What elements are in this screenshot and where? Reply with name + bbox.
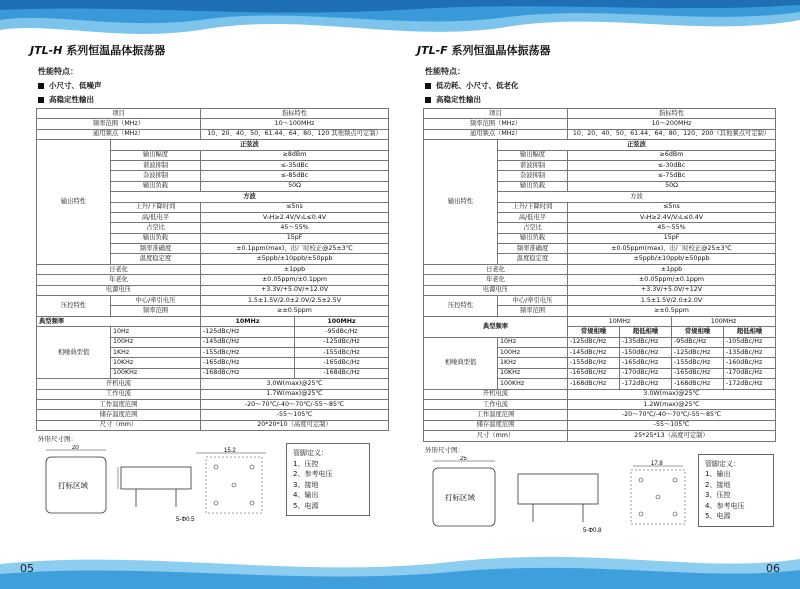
table-cell: 上升/下降时间 (498, 202, 568, 212)
table-cell: 频率范围 (111, 306, 201, 316)
table-cell: 温度稳定度 (111, 254, 201, 264)
table-cell: 尺寸（mm） (37, 420, 201, 430)
dimension-width: 20 (72, 445, 79, 452)
table-row (424, 109, 776, 119)
table-cell: 1.7W(max)@25℃ (201, 389, 389, 399)
table-cell: -145dBc/Hz (201, 337, 295, 347)
table-cell: -125dBc/Hz (568, 337, 620, 347)
dimension-pin-spacing: 15.2 (224, 448, 236, 455)
table-cell: -125dBc/Hz (201, 327, 295, 337)
table-cell: 10Hz (498, 337, 568, 347)
table-row (424, 420, 776, 430)
table-cell: -165dBc/Hz (672, 368, 724, 378)
pin-item: 2、参考电压 (293, 470, 333, 479)
table-cell: ≤-30dBc (568, 160, 776, 170)
table-cell: -135dBc/Hz (620, 337, 672, 347)
table-header: 10MHz (201, 316, 295, 326)
table-cell: 输出负载 (498, 233, 568, 243)
table-cell: -155dBc/Hz (568, 358, 620, 368)
table-cell: 输出负载 (111, 181, 201, 191)
table-cell: 3.0W(max)@25℃ (201, 379, 389, 389)
section-head: 方波 (498, 192, 776, 202)
table-row (37, 264, 389, 274)
section-head: 方波 (111, 192, 389, 202)
table-header: 10MHz (568, 316, 672, 326)
table-row (424, 264, 776, 274)
table-cell: 100KHz (498, 379, 568, 389)
table-cell: 频率范围（MHz） (37, 119, 201, 129)
table-row (424, 410, 776, 420)
right-page (417, 42, 782, 554)
table-cell: 占空比 (111, 223, 201, 233)
table-row (37, 420, 389, 430)
table-cell: -165dBc/Hz (568, 368, 620, 378)
pin-item: 4、输出 (293, 491, 319, 500)
pin-item: 5、电源 (293, 501, 319, 510)
table-cell: 温度稳定度 (498, 254, 568, 264)
feature-item (425, 94, 782, 105)
table-cell: -95dBc/Hz (672, 337, 724, 347)
marking-area-label: 打标区域 (445, 492, 475, 502)
figure-label: 外形尺寸图： (38, 435, 77, 444)
table-cell: 10Hz (111, 327, 201, 337)
table-row (424, 337, 776, 347)
table-cell: -165dBc/Hz (201, 358, 295, 368)
table-cell: 中心/牵引电压 (111, 296, 201, 306)
table-cell: 20*20*10（高度可定制） (201, 420, 389, 430)
pin-definition-box (286, 443, 370, 516)
table-cell: -168dBc/Hz (672, 379, 724, 389)
figure-label: 外形尺寸图： (425, 445, 464, 454)
table-cell: V₀H≥2.4V/V₀L≤0.4V (201, 212, 389, 222)
table-row (37, 275, 389, 285)
table-row (424, 296, 776, 306)
table-cell: ±0.05ppm/±0.1ppm (201, 275, 389, 285)
outline-drawing (36, 443, 388, 543)
table-cell: 电源电压 (37, 285, 201, 295)
pin-item: 4、参考电压 (705, 501, 745, 510)
table-row (424, 285, 776, 295)
table-cell: ±5ppb/±10ppb/±50ppb (201, 254, 389, 264)
table-header: 100MHz (295, 316, 389, 326)
table-cell: 日老化 (424, 264, 568, 274)
table-cell: -170dBc/Hz (620, 368, 672, 378)
table-cell: -55～105℃ (201, 410, 389, 420)
table-header: 100MHz (672, 316, 776, 326)
table-cell: 45～55% (201, 223, 389, 233)
table-cell: ≤-75dBc (568, 171, 776, 181)
table-cell: 工作温度范围 (37, 399, 201, 409)
table-cell: ±0.1ppm(max)，出厂时校正@25±3℃ (201, 244, 389, 254)
table-cell: 15pF (201, 233, 389, 243)
table-row (37, 129, 389, 139)
table-row (424, 431, 776, 441)
pin-item: 5、电源 (705, 512, 731, 520)
feature-text: 小尺寸、低噪声 (49, 81, 102, 90)
table-cell: -125dBc/Hz (295, 337, 389, 347)
table-cell: 45～55% (568, 223, 776, 233)
table-cell: 尺寸（mm） (424, 431, 568, 441)
section-head: 典型频率 (424, 316, 568, 337)
group-label: 压控特性 (424, 296, 498, 317)
table-cell: 15pF (568, 233, 776, 243)
title-text: 系列恒温晶体振荡器 (447, 44, 551, 57)
group-label: 压控特性 (37, 296, 111, 317)
table-cell: 年老化 (37, 275, 201, 285)
table-cell: ≤5ns (568, 202, 776, 212)
table-cell: -172dBc/Hz (620, 379, 672, 389)
table-row (424, 140, 776, 150)
series-name: JTL-H (30, 44, 63, 57)
table-cell: 电源电压 (424, 285, 568, 295)
table-cell: 50Ω (201, 181, 389, 191)
table-cell: -125dBc/Hz (672, 347, 724, 357)
table-cell: 杂波抑制 (111, 171, 201, 181)
table-cell: -20～70℃/-40～70℃/-55～85℃ (201, 399, 389, 409)
dimension-pin-spacing: 17.8 (651, 460, 663, 467)
page-number: 05 (20, 562, 34, 575)
table-cell: ≥±0.5ppm (201, 306, 389, 316)
table-cell: ≥±0.5ppm (568, 306, 776, 316)
section-head: 典型频率 (37, 316, 201, 326)
table-cell: 1.5±1.5V/2.0±2.0V/2.5±2.5V (201, 296, 389, 306)
table-cell: 1KHz (111, 347, 201, 357)
table-cell: 10、20、40、50、61.44、64、80、120 其他频点可定制） (201, 129, 389, 139)
table-cell: 频率准确度 (498, 244, 568, 254)
dimension-drawing (36, 445, 286, 525)
pin-title: 管脚定义： (293, 449, 328, 458)
group-label: 输出特性 (37, 140, 111, 265)
table-cell: 100KHz (111, 368, 201, 378)
spec-table (423, 108, 776, 442)
table-cell: 3.0W(max)@25℃ (568, 389, 776, 399)
table-header: 指标特性 (568, 109, 776, 119)
feature-text: 高稳定性输出 (436, 95, 481, 104)
table-cell: 开机电流 (424, 389, 568, 399)
section-head: 正弦波 (498, 140, 776, 150)
table-cell: 储存温度范围 (37, 410, 201, 420)
table-cell: -155dBc/Hz (672, 358, 724, 368)
table-row (424, 399, 776, 409)
table-cell: +3.3V/+5.0V/+12.0V (201, 285, 389, 295)
table-row (37, 119, 389, 129)
table-header: 指标特性 (201, 109, 389, 119)
dimension-drawing (423, 456, 693, 536)
bullet-square-icon (38, 83, 44, 89)
table-row (424, 119, 776, 129)
marking-area-label: 打标区域 (58, 481, 88, 491)
pin-definition-box (698, 454, 774, 527)
table-cell: 日老化 (37, 264, 201, 274)
table-cell: 输出幅度 (498, 150, 568, 160)
table-row (37, 140, 389, 150)
table-cell: -168dBc/Hz (568, 379, 620, 389)
table-cell: 100Hz (498, 347, 568, 357)
table-cell: 谐波抑制 (111, 160, 201, 170)
dimension-width: 25 (460, 455, 467, 462)
table-cell: 输出负载 (498, 181, 568, 191)
table-cell: 输出负载 (111, 233, 201, 243)
table-cell: 10～100MHz (201, 119, 389, 129)
page-title (30, 42, 395, 58)
table-cell: -105dBc/Hz (724, 337, 776, 347)
table-cell: 频率范围 (498, 306, 568, 316)
series-name: JTL-F (417, 44, 448, 57)
table-row (37, 327, 389, 337)
table-cell: -165dBc/Hz (295, 358, 389, 368)
table-row (424, 389, 776, 399)
table-row (37, 379, 389, 389)
table-cell: 上升/下降时间 (111, 202, 201, 212)
table-row (37, 389, 389, 399)
table-cell: 谐波抑制 (498, 160, 568, 170)
table-header: 项目 (37, 109, 201, 119)
table-cell: 1.5±1.5V/2.0±2.0V (568, 296, 776, 306)
table-cell: 10KHz (498, 368, 568, 378)
table-cell: -170dBc/Hz (724, 368, 776, 378)
table-row (37, 316, 389, 326)
table-cell: -135dBc/Hz (724, 347, 776, 357)
table-cell: 10、20、40、50、61.44、64、80、120、200（其他频点可定制） (568, 129, 776, 139)
spec-table (36, 108, 389, 431)
outline-drawing (423, 454, 775, 554)
table-cell: 1.2W(max)@25℃ (568, 399, 776, 409)
table-row (37, 296, 389, 306)
table-cell: 储存温度范围 (424, 420, 568, 430)
table-cell: 频率范围（MHz） (424, 119, 568, 129)
lead-dimension: 5-Φ0.8 (583, 527, 602, 534)
feature-text: 低功耗、小尺寸、低老化 (436, 81, 519, 90)
bottom-wave-decoration (0, 544, 800, 589)
table-cell: -168dBc/Hz (295, 368, 389, 378)
features-heading: 性能特点： (425, 67, 465, 76)
table-cell: 工作温度范围 (424, 410, 568, 420)
section-head: 正弦波 (111, 140, 389, 150)
table-cell: 100Hz (111, 337, 201, 347)
table-cell: -55～105℃ (568, 420, 776, 430)
table-row (424, 129, 776, 139)
bullet-square-icon (425, 97, 431, 103)
table-cell: -155dBc/Hz (201, 347, 295, 357)
table-cell: 25*25*13（高度可定制） (568, 431, 776, 441)
bullet-square-icon (425, 83, 431, 89)
pin-item: 1、压控 (293, 459, 319, 468)
table-cell: -95dBc/Hz (295, 327, 389, 337)
group-label: 输出特性 (424, 140, 498, 265)
page-title (417, 42, 782, 58)
table-cell: ≤5ns (201, 202, 389, 212)
table-cell: ≤-85dBc (201, 171, 389, 181)
table-cell: 占空比 (498, 223, 568, 233)
title-text: 系列恒温晶体振荡器 (62, 44, 166, 57)
table-cell: 杂波抑制 (498, 171, 568, 181)
table-cell: 高/低电平 (111, 212, 201, 222)
feature-item (38, 94, 395, 105)
table-cell: ±0.05ppm(max)，出厂时校正@25±3℃ (568, 244, 776, 254)
table-cell: 50Ω (568, 181, 776, 191)
table-cell: 高/低电平 (498, 212, 568, 222)
table-cell: ≥6dBm (568, 150, 776, 160)
table-cell: ≥8dBm (201, 150, 389, 160)
table-cell: 频率准确度 (111, 244, 201, 254)
table-header: 常规相噪 (672, 327, 724, 337)
table-cell: V₀H≥2.4V/V₀L≤0.4V (568, 212, 776, 222)
table-cell: 年老化 (424, 275, 568, 285)
table-cell: 开机电流 (37, 379, 201, 389)
left-page (30, 42, 395, 543)
pin-title: 管脚定义： (705, 459, 740, 468)
table-row (37, 410, 389, 420)
table-cell: ±1ppb (201, 264, 389, 274)
table-cell: 输出幅度 (111, 150, 201, 160)
bullet-square-icon (38, 97, 44, 103)
feature-item (38, 80, 395, 91)
table-cell: -172dBc/Hz (724, 379, 776, 389)
pin-item: 3、接地 (293, 480, 319, 489)
page-number: 06 (766, 562, 780, 575)
table-cell: 工作电流 (37, 389, 201, 399)
table-cell: 10KHz (111, 358, 201, 368)
table-cell: -20～70℃/-40～70℃/-55～85℃ (568, 410, 776, 420)
group-label: 相噪典型值 (424, 337, 498, 389)
table-cell: ±1ppb (568, 264, 776, 274)
table-cell: 10～200MHz (568, 119, 776, 129)
table-cell: 1KHz (498, 358, 568, 368)
table-row (424, 316, 776, 326)
table-row (424, 275, 776, 285)
lead-dimension: 5-Φ0.5 (176, 517, 195, 524)
table-header: 超低相噪 (620, 327, 672, 337)
pin-item: 3、压控 (705, 491, 731, 499)
feature-item (425, 80, 782, 91)
table-header: 项目 (424, 109, 568, 119)
group-label: 相噪典型值 (37, 327, 111, 379)
table-row (37, 109, 389, 119)
table-cell: -168dBc/Hz (201, 368, 295, 378)
pin-item: 2、接地 (705, 480, 731, 489)
pin-item: 1、输出 (705, 470, 731, 478)
table-cell: 中心/牵引电压 (498, 296, 568, 306)
table-header: 超低相噪 (724, 327, 776, 337)
table-cell: 工作电流 (424, 399, 568, 409)
table-cell: +3.3V/+5.0V/+12V (568, 285, 776, 295)
table-cell: ≤-35dBc (201, 160, 389, 170)
table-cell: ±0.05ppm/±0.1ppm (568, 275, 776, 285)
table-header: 常规相噪 (568, 327, 620, 337)
table-cell: 通用频点（MHz） (37, 129, 201, 139)
table-cell: -155dBc/Hz (295, 347, 389, 357)
features-heading: 性能特点： (38, 67, 78, 76)
table-cell: -160dBc/Hz (724, 358, 776, 368)
table-row (37, 285, 389, 295)
table-cell: -150dBc/Hz (620, 347, 672, 357)
table-cell: -145dBc/Hz (568, 347, 620, 357)
table-cell: 通用频点（MHz） (424, 129, 568, 139)
feature-text: 高稳定性输出 (49, 95, 94, 104)
table-cell: ±5ppb/±10ppb/±50ppb (568, 254, 776, 264)
table-cell: -165dBc/Hz (620, 358, 672, 368)
table-row (37, 399, 389, 409)
